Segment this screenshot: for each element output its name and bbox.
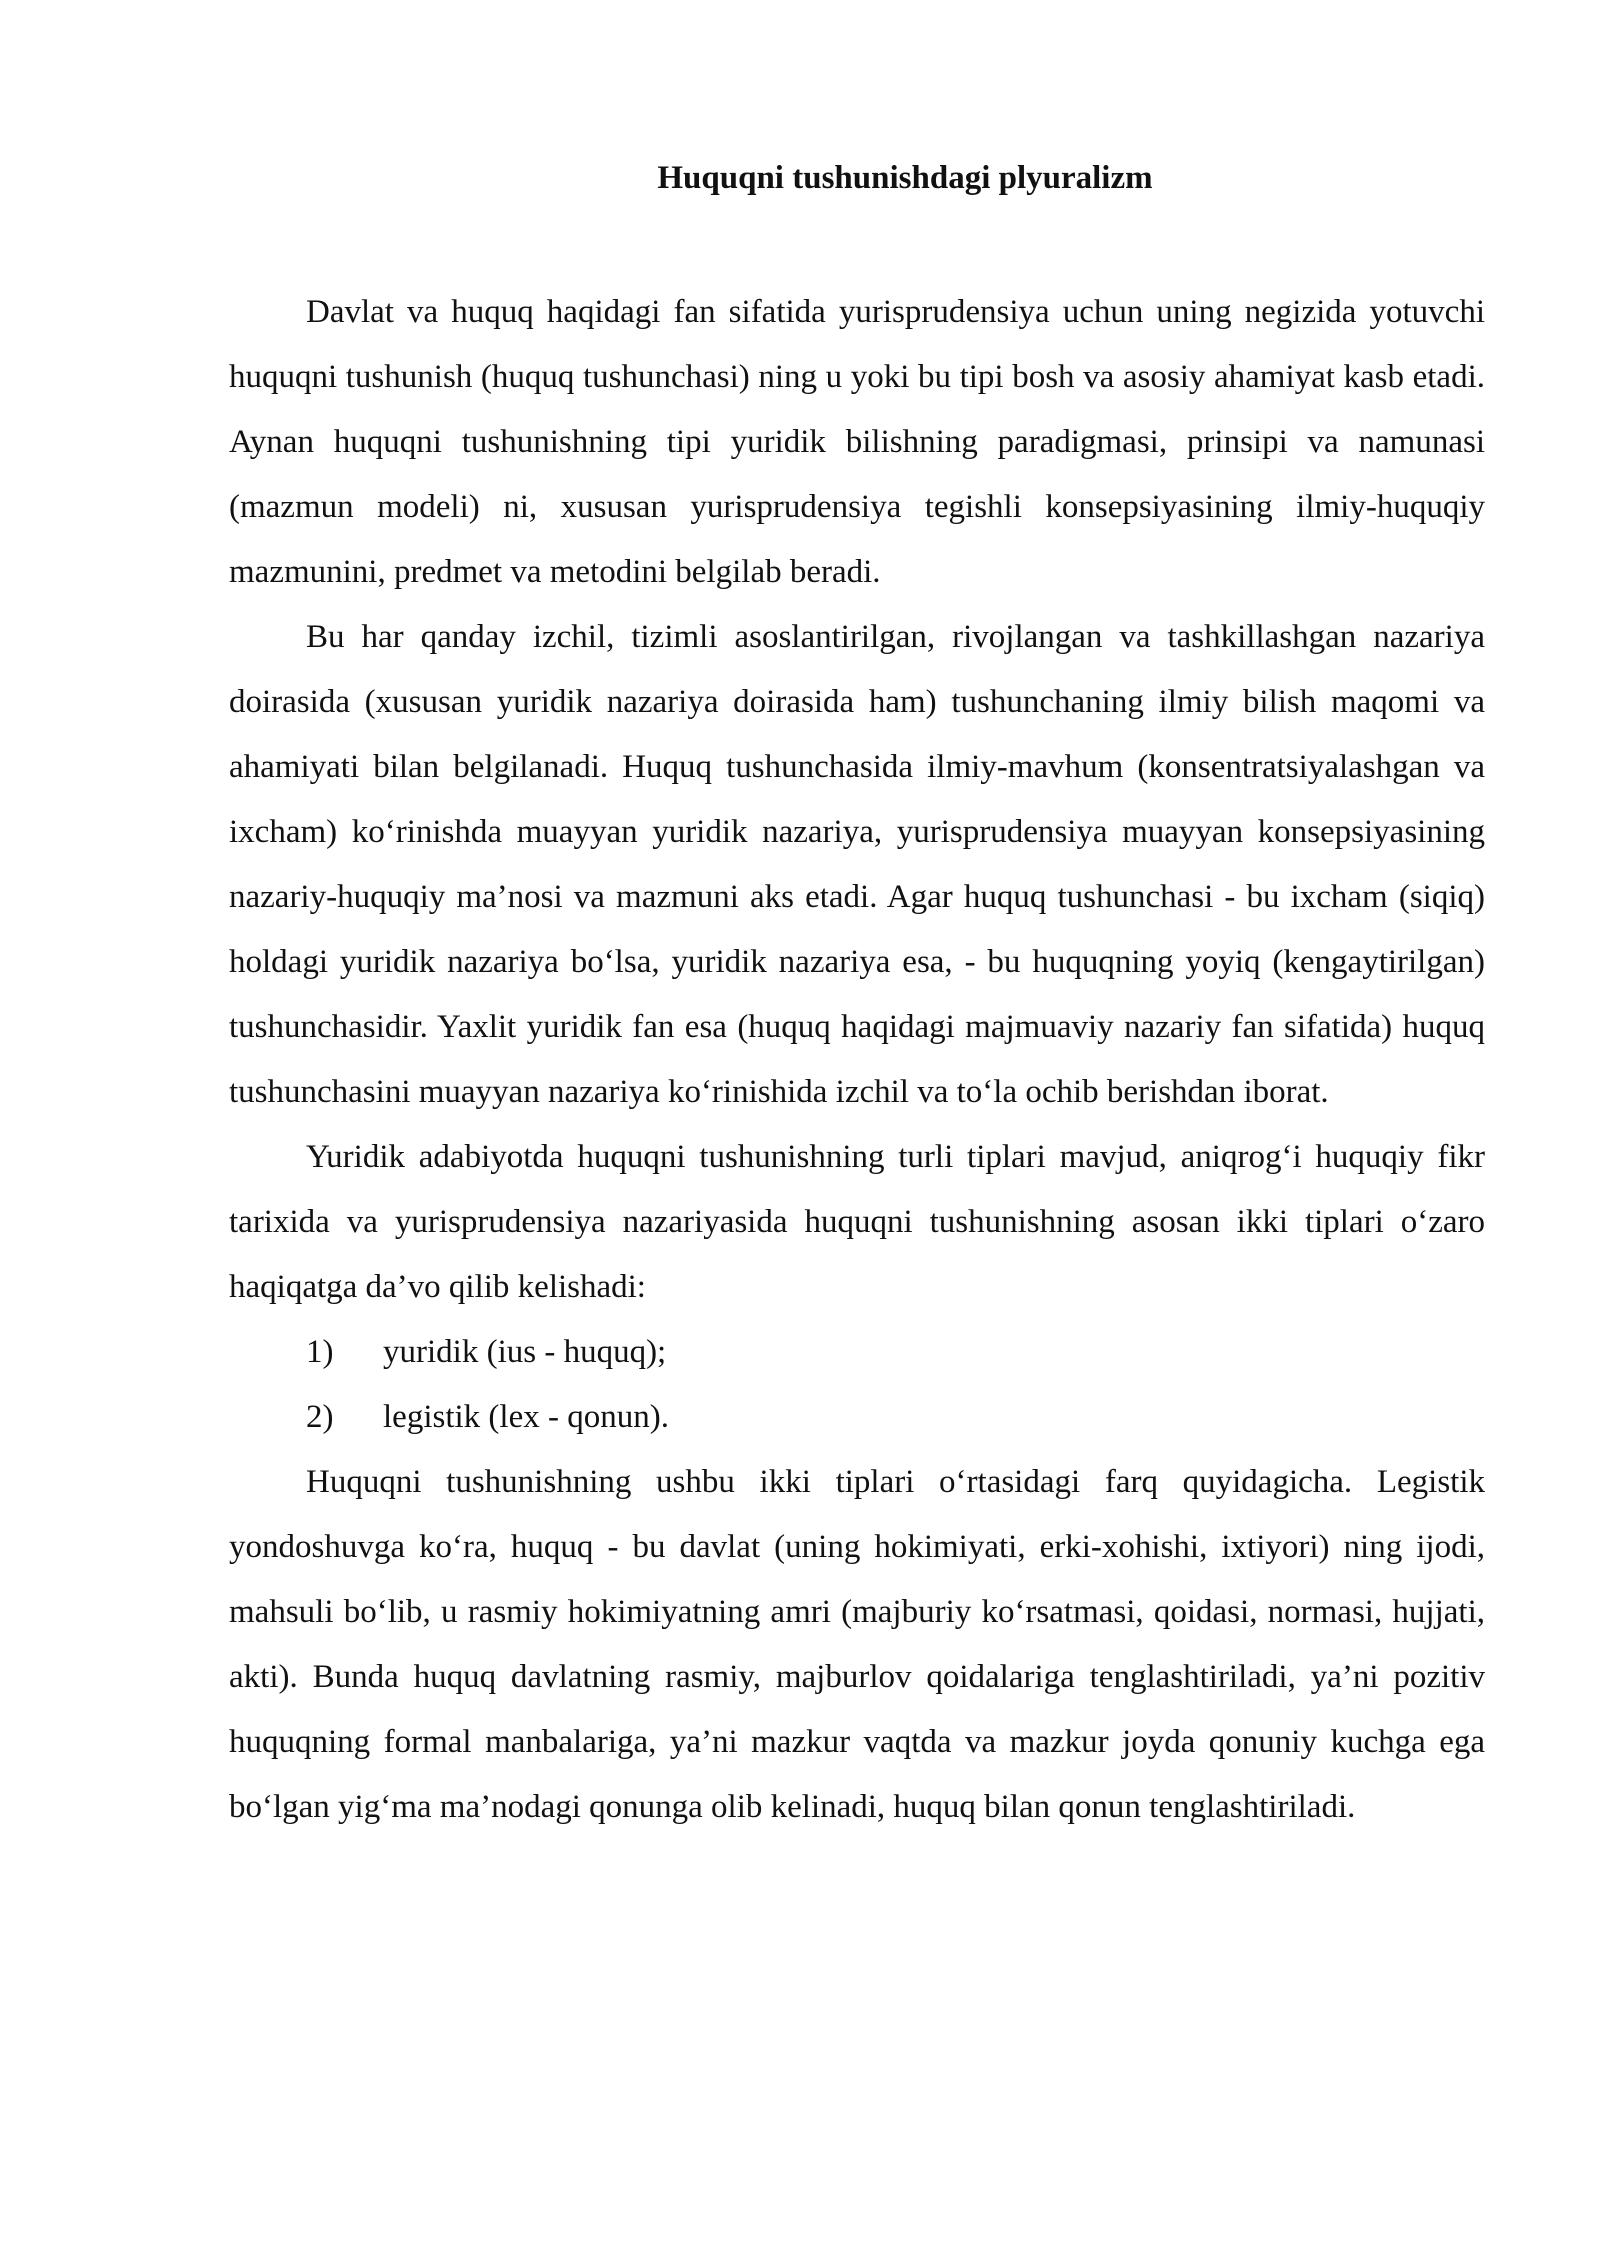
list-item-text: yuridik (ius - huquq); (383, 1334, 667, 1370)
list-item (229, 1320, 1485, 1385)
paragraph-4: Huquqni tushunishning ushbu ikki tiplari o‘rtasidagi farq quyidagicha. Legistik yondoshuvga ko‘ra, huquq - bu davlat (uning hokimiyati, erki-xohishi, ixtiyori) ning ijodi, mahsuli bo‘lib, u rasmiy hokimiyatning amri (majburiy ko‘rsatmasi, qoidasi, normasi, hujjati, akti). Bunda huquq davlatning rasmiy, majburlov qoidalariga tenglashtiriladi, ya’ni pozitiv huquqning formal manbalariga, ya’ni mazkur vaqtda va mazkur joyda qonuniy kuchga ega bo‘lgan yig‘ma ma’nodagi qonunga olib kelinadi, huquq bilan qonun tenglashtiriladi. (229, 1464, 1485, 1825)
list-item (229, 1385, 1485, 1450)
list-item-number: 2) (306, 1399, 334, 1435)
paragraph-2: Bu har qanday izchil, tizimli asoslantirilgan, rivojlangan va tashkillashgan nazariya doirasida (xususan yuridik nazariya doirasida ham) tushunchaning ilmiy bilish maqomi va ahamiyati bilan belgilanadi. Huquq tushunchasida ilmiy-mavhum (konsentratsiyalashgan va ixcham) ko‘rinishda muayyan yuridik nazariya, yurisprudensiya muayyan konsepsiyasining nazariy-huquqiy ma’nosi va mazmuni aks etadi. Agar huquq tushunchasi - bu ixcham (siqiq) holdagi yuridik nazariya bo‘lsa, yuridik nazariya esa, - bu huquqning yoyiq (kengaytirilgan) tushunchasidir. Yaxlit yuridik fan esa (huquq haqidagi majmuaviy nazariy fan sifatida) huquq tushunchasini muayyan nazariya ko‘rinishida izchil va to‘la ochib berishdan iborat. (229, 619, 1485, 1110)
document-body (229, 280, 1485, 1840)
list-item-text: legistik (lex - qonun). (383, 1399, 669, 1435)
list-item-number: 1) (306, 1334, 334, 1370)
paragraph-1: Davlat va huquq haqidagi fan sifatida yurisprudensiya uchun uning negizida yotuvchi huquqni tushunish (huquq tushunchasi) ning u yoki bu tipi bosh va asosiy ahamiyat kasb etadi. Aynan huquqni tushunishning tipi yuridik bilishning paradigmasi, prinsipi va namunasi (mazmun modeli) ni, xususan yurisprudensiya tegishli konsepsiyasining ilmiy-huquqiy mazmunini, predmet va metodini belgilab beradi. (229, 294, 1485, 590)
paragraph-3: Yuridik adabiyotda huquqni tushunishning turli tiplari mavjud, aniqrog‘i huquqiy fikr tarixida va yurisprudensiya nazariyasida huquqni tushunishning asosan ikki tiplari o‘zaro haqiqatga da’vo qilib kelishadi: (229, 1139, 1485, 1305)
page-title: Huquqni tushunishdagi plyuralizm (657, 160, 1153, 196)
